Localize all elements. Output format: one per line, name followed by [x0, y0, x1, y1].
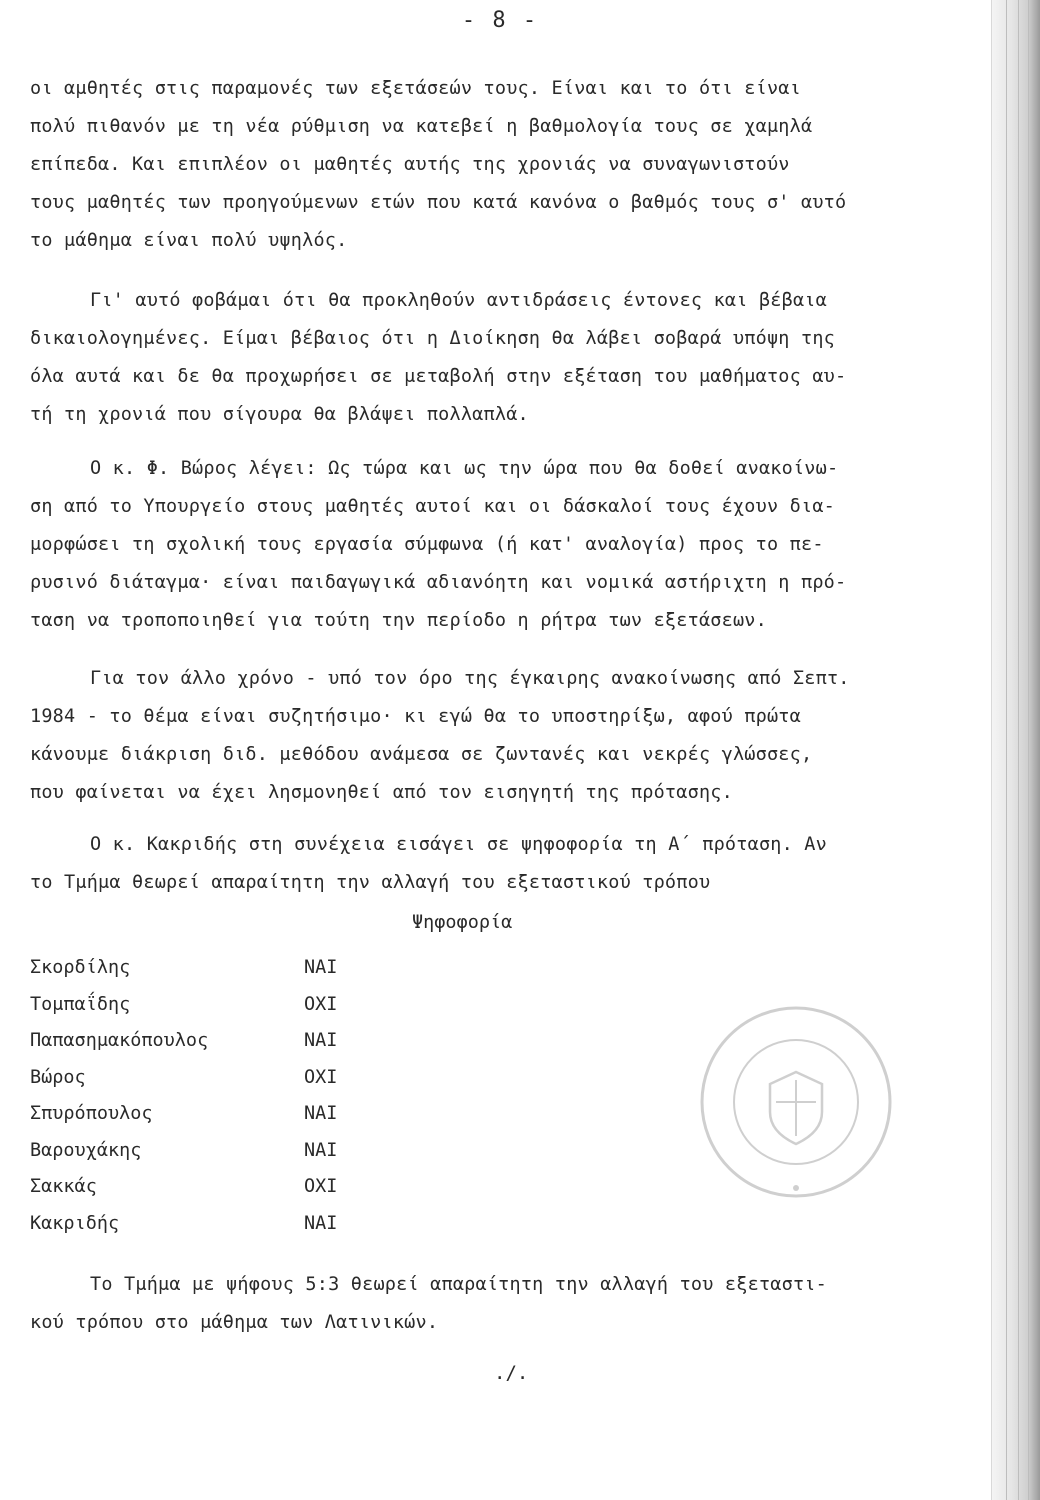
text-line: το μάθημα είναι πολύ υψηλός. [30, 230, 348, 251]
voter-vote: ΝΑΙ [304, 1030, 338, 1051]
text-line: κού τρόπου στο μάθημα των Λατινικών. [30, 1312, 439, 1333]
voter-name: Βώρος [30, 1066, 86, 1088]
voter-name: Σκορδίλης [30, 957, 131, 978]
text-line: Για τον άλλο χρόνο - υπό τον όρο της έγκαιρης ανακοίνωσης από Σεπτ. [90, 668, 850, 689]
text-line: Ο κ. Φ. Βώρος λέγει: Ως τώρα και ως την ώρα που θα δοθεί ανακοίνω- [90, 458, 839, 479]
text-line: ση από το Υπουργείο στους μαθητές αυτοί και οι δάσκαλοί τους έχουν δια- [30, 496, 835, 517]
paragraph-4 [30, 660, 990, 812]
voter-name: Σπυρόπουλος [30, 1103, 153, 1124]
text-line: κάνουμε διάκριση διδ. μεθόδου ανάμεσα σε ζωντανές και νεκρές γλώσσες, [30, 744, 813, 765]
official-stamp [696, 1002, 896, 1202]
text-line: μορφώσει τη σχολική τους εργασία σύμφωνα (ή κατ' αναλογία) προς το πε- [30, 534, 824, 555]
text-line: ταση να τροποποιηθεί για τούτη την περίοδο η ρήτρα των εξετάσεων. [30, 610, 767, 631]
text-line: Το Τμήμα με ψήφους 5:3 θεωρεί απαραίτητη την αλλαγή του εξεταστι- [90, 1274, 827, 1295]
text-line: δικαιολογημένες. Είμαι βέβαιος ότι η Διοίκηση θα λάβει σοβαρά υπόψη της [30, 328, 835, 349]
conclusion [30, 1266, 990, 1342]
text-line: ρυσινό διάταγμα· είναι παιδαγωγικά αδιανόητη και νομικά αστήριχτη η πρό- [30, 572, 847, 593]
paragraph-5 [30, 826, 990, 902]
text-line: οι αμθητές στις παραμονές των εξετάσεών τους. Είναι και το ότι είναι [30, 78, 801, 99]
paragraph-2 [30, 282, 990, 434]
voter-vote: ΟΧΙ [304, 993, 338, 1015]
text-line: τή τη χρονιά που σίγουρα θα βλάψει πολλαπλά. [30, 404, 529, 425]
voter-vote: ΟΧΙ [304, 1176, 338, 1197]
voter-name: Τομπαΐδης [30, 993, 131, 1015]
text-line: Ο κ. Κακριδής στη συνέχεια εισάγει σε ψηφοφορία τη Α΄ πρόταση. Αν [90, 834, 827, 855]
text-line: όλα αυτά και δε θα προχωρήσει σε μεταβολή στην εξέταση του μαθήματος αυ- [30, 366, 847, 387]
paragraph-3 [30, 450, 990, 640]
text-line: που φαίνεται να έχει λησμονηθεί από τον εισηγητή της πρότασης. [30, 782, 733, 803]
end-mark: ./. [494, 1362, 529, 1384]
text-line: τους μαθητές των προηγούμενων ετών που κατά κανόνα ο βαθμός τους σ' αυτό [30, 192, 847, 213]
page-number: - 8 - [461, 8, 539, 33]
voter-name: Παπασημακόπουλος [30, 1030, 209, 1051]
voter-name: Βαρουχάκης [30, 1139, 142, 1161]
page-edge [991, 0, 1040, 1500]
voter-vote: ΟΧΙ [304, 1066, 338, 1088]
text-line: το Τμήμα θεωρεί απαραίτητη την αλλαγή του εξεταστικού τρόπου [30, 872, 711, 893]
text-line: 1984 - το θέμα είναι συζητήσιμο· κι εγώ θα το υποστηρίξω, αφού πρώτα [30, 706, 801, 727]
text-line: πολύ πιθανόν με τη νέα ρύθμιση να κατεβεί η βαθμολογία τους σε χαμηλά [30, 116, 813, 137]
paragraph-1 [30, 70, 990, 260]
voter-vote: ΝΑΙ [304, 957, 338, 978]
voter-vote: ΝΑΙ [304, 1139, 338, 1161]
text-line: επίπεδα. Και επιπλέον οι μαθητές αυτής της χρονιάς να συναγωνιστούν [30, 154, 790, 175]
text-line: Γι' αυτό φοβάμαι ότι θα προκληθούν αντιδράσεις έντονες και βέβαια [90, 290, 827, 311]
vote-title: Ψηφοφορία [412, 912, 513, 933]
voter-name: Σακκάς [30, 1176, 97, 1197]
voter-name: Κακριδής [30, 1212, 120, 1234]
voter-vote: ΝΑΙ [304, 1103, 338, 1124]
voter-vote: ΝΑΙ [304, 1212, 338, 1234]
